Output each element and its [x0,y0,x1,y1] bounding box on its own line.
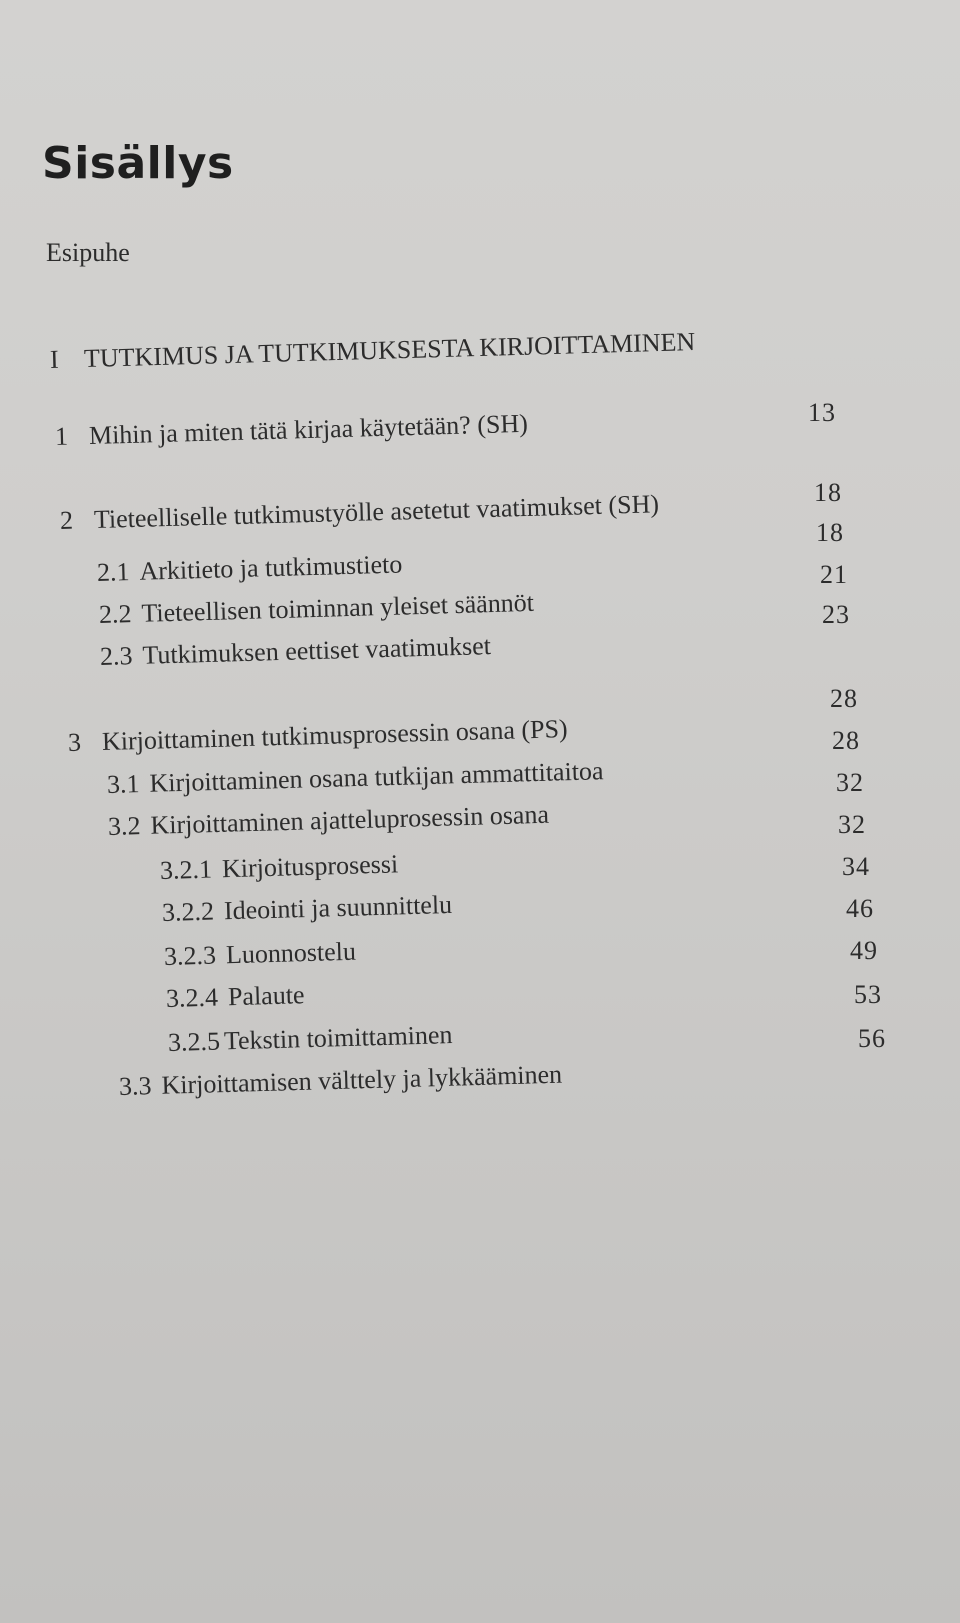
toc-entry-title: Kirjoittaminen osana tutkijan ammattitaitoa [149,756,604,798]
toc-entry [119,1060,563,1102]
toc-entry-page: 13 [808,398,836,427]
toc-entry-page: 18 [814,478,842,507]
toc-entry-number: 2.3 [99,641,133,671]
toc-entry [162,890,453,928]
toc-entry-title: Tutkimuksen eettiset vaatimukset [142,631,492,670]
toc-entry-page: 18 [816,518,844,547]
toc-entry-title: Tieteelliselle tutkimustyölle asetetut vaatimukset (SH) [93,489,660,535]
toc-entry-page: 49 [850,936,878,965]
toc-entry-page: 53 [854,980,882,1009]
part-title: TUTKIMUS JA TUTKIMUKSESTA KIRJOITTAMINEN [83,326,696,374]
toc-entry-page: 34 [842,852,870,881]
toc-entry-number: 3.2.4 [165,982,219,1013]
toc-entry [168,1020,453,1058]
toc-entry-title: Luonnostelu [225,936,357,970]
page-title: Sisällys [42,138,234,189]
toc-entry-number: 3.2.1 [159,854,213,885]
toc-entry-title: Kirjoitusprosessi [221,849,399,884]
toc-entry [100,631,492,672]
part-heading [50,327,696,375]
toc-entry-page: 28 [832,726,860,755]
toc-entry-title: Arkitieto ja tutkimustieto [139,549,403,586]
toc-entry-page: 32 [836,768,864,797]
toc-entry [107,756,604,800]
toc-entry [99,588,535,630]
toc-entry-title: Kirjoittamisen välttely ja lykkääminen [161,1059,563,1100]
toc-entry-page: 56 [858,1024,886,1053]
toc-entry-title: Kirjoittaminen tutkimusprosessin osana (PS) [101,714,569,757]
toc-entry-number: 3.2.5 [167,1026,221,1057]
toc-entry-title: Ideointi ja suunnittelu [223,889,453,926]
toc-entry [60,489,660,536]
toc-entry-page: 23 [822,600,850,629]
toc-entry-title: Kirjoittaminen ajatteluprosessin osana [150,799,550,840]
toc-entry-page: 28 [830,684,858,713]
toc-entry-number: 2.2 [98,599,132,629]
part-number: I [49,344,60,374]
toc-entry-title: Tieteellisen toiminnan yleiset säännöt [141,587,535,628]
toc-entry [97,549,403,588]
toc-entry-title: Mihin ja miten tätä kirjaa käytetään? (SH) [88,408,529,451]
toc-entry-number: 3.2 [107,811,141,841]
toc-entry [160,849,399,886]
toc-entry-title: Palaute [227,980,305,1012]
toc-entry-title: Tekstin toimittaminen [223,1020,453,1056]
toc-entry-page: 46 [846,894,874,923]
toc-entry-page: 21 [820,560,848,589]
toc-entry-number: 3.2.2 [161,896,215,927]
toc-entry-number: 2 [59,505,74,535]
toc-entry-number: 2.1 [96,557,130,587]
toc-entry-number: 3 [67,727,82,757]
toc-entry-number: 1 [54,421,69,451]
toc-entry [108,800,550,842]
toc-entry [55,409,529,452]
toc-entry-page: 32 [838,810,866,839]
toc-entry [68,714,568,758]
toc-entry-number: 3.3 [118,1071,152,1101]
toc-entry-number: 3.1 [106,769,140,799]
toc-entry-number: 3.2.3 [163,940,217,971]
toc-entry [164,937,357,972]
toc-entry [166,980,305,1014]
preface-entry: Esipuhe [46,238,130,267]
